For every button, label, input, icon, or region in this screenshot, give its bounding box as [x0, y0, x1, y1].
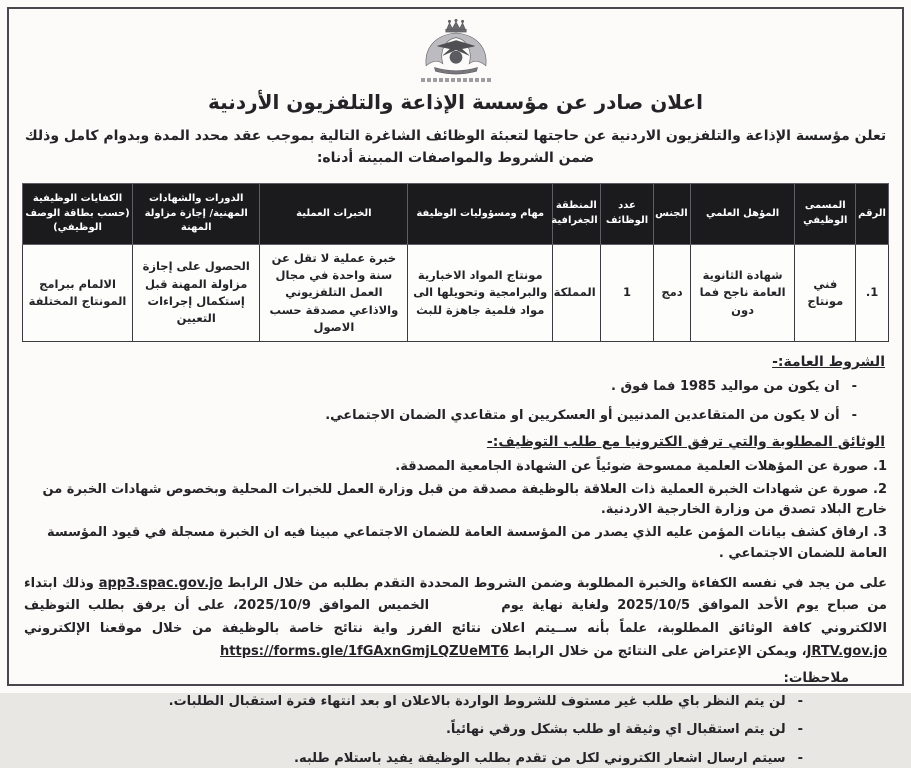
application-text: وذلك ابتداء من صباح يوم الأحد الموافق: [24, 575, 887, 614]
col-header-competencies: الكفايات الوظيفية (حسب بطاقة الوصف الوظيفي): [23, 183, 133, 244]
dash-bullet: -: [797, 693, 803, 709]
apply-portal-link[interactable]: app3.spac.gov.jo: [98, 575, 223, 591]
logo-caption-microtext: [421, 78, 491, 82]
dash-bullet: -: [851, 379, 857, 395]
condition-item: [22, 377, 857, 397]
general-conditions-heading: الشروط العامة:-: [772, 354, 885, 371]
objection-form-link[interactable]: https://forms.gle/1fGAxnGmjLQZUeMT6: [220, 643, 509, 659]
table-row: [23, 244, 889, 341]
cell-region: المملكة: [553, 244, 601, 341]
cell-qualification: شهادة الثانوية العامة ناجح فما دون: [690, 244, 795, 341]
announcement-title: اعلان صادر عن مؤسسة الإذاعة والتلفزيون الأردنية: [208, 90, 703, 114]
logo-block: [22, 19, 889, 82]
col-header-gender: الجنس: [654, 183, 690, 244]
col-header-number: الرقم: [856, 183, 889, 244]
dash-bullet: -: [797, 722, 803, 738]
section-notes: [22, 670, 889, 768]
col-header-duties: مهام ومسؤوليات الوظيفة: [408, 183, 553, 244]
note-item: [22, 692, 803, 712]
note-item-text: سيتم ارسال اشعار الكتروني لكل من تقدم بطلب الوظيفة يفيد باستلام طلبه.: [294, 750, 786, 766]
section-general-conditions: [22, 354, 889, 425]
cell-courses: الحصول على إجازة مزاولة المهنة قبل إستكمال إجراءات التعيين: [133, 244, 260, 341]
application-text: ولغاية نهاية يوم: [493, 598, 618, 614]
table-header-row: [23, 183, 889, 244]
cell-gender: دمج: [654, 244, 690, 341]
cell-vacancies: 1: [600, 244, 654, 341]
section-documents: [22, 434, 889, 564]
col-header-experience: الخبرات العملية: [260, 183, 408, 244]
notes-heading: ملاحظات:: [783, 669, 849, 686]
condition-item-text: ان يكون من مواليد 1985 فما فوق .: [611, 379, 840, 395]
application-text: على من يجد في نفسه الكفاءة والخبرة المطلوبة وضمن الشروط المحددة التقدم بطلبه من خلال الرابط: [222, 575, 887, 591]
document-item: 3. ارفاق كشف بيانات المؤمن عليه الذي يصدر من المؤسسة العامة للضمان الاجتماعي مبينا فيه ان الخبرة مسجلة في قيود المؤسسة العامة للضمان الاجتماعي .: [47, 525, 887, 561]
document-item: 2. صورة عن شهادات الخبرة العملية ذات العلاقة بالوظيفة مصدقة من قبل وزارة العمل للخبرات المحلية وبخصوص شهادات الخبرة من خارج البلاد تصدق من وزارة الخارجية الاردنية.: [42, 482, 887, 518]
application-paragraph: [24, 573, 887, 664]
start-date: 2025/10/5: [617, 598, 691, 614]
col-header-job-title: المسمى الوظيفي: [795, 183, 856, 244]
documents-heading: الوثائق المطلوبة والتي ترفق الكترونيا مع طلب التوظيف:-: [486, 434, 885, 451]
cell-experience: خبرة عملية لا تقل عن سنة واحدة في مجال العمل التلفزيوني والاذاعي مصدقة حسب الاصول: [260, 244, 408, 341]
note-item-text: لن يتم استقبال اي وثيقة او طلب بشكل ورقي نهائياً.: [445, 722, 786, 738]
col-header-courses: الدورات والشهادات المهنية/ إجازة مزاولة المهنة: [133, 183, 260, 244]
cell-number: 1.: [856, 244, 889, 341]
note-item-text: لن يتم النظر باي طلب غير مستوف للشروط الواردة بالاعلان او بعد انتهاء فترة استقبال الطلبات.: [168, 693, 786, 709]
dash-bullet: -: [797, 750, 803, 766]
page-content: [14, 9, 897, 766]
application-text: ، على أن يرفق بطلب التوظيف الالكتروني كافة الوثائق المطلوبة، علماً بأنه ســيتم اعلان نتائج الفرز واية نتائج خاصة بالوظيفة من خلال موقعنا الإلكتروني: [24, 598, 887, 637]
cell-duties: مونتاج المواد الاخبارية والبرامجية وتحويلها الى مواد فلمية جاهزة للبث: [408, 244, 553, 341]
jrtv-site-link[interactable]: JRTV.gov.jo: [806, 643, 887, 659]
condition-item: [22, 406, 857, 426]
end-date: 2025/10/9: [238, 598, 311, 614]
jordan-coat-of-arms-icon: [413, 19, 499, 75]
cell-competencies: الالمام ببرامج المونتاج المختلفة: [23, 244, 133, 341]
application-text: ، ويمكن الإعتراض على النتائج من خلال الرابط: [508, 643, 807, 659]
note-item: [22, 749, 803, 768]
note-item: [22, 720, 803, 740]
vacancy-table: [22, 183, 889, 342]
application-text: الخميس الموافق: [310, 598, 430, 614]
cell-job-title: فني مونتاج: [795, 244, 856, 341]
document-item: 1. صورة عن المؤهلات العلمية ممسوحة ضوئياً عن الشهادة الجامعية المصدقة.: [395, 459, 887, 475]
col-header-region: المنطقة الجغرافية: [553, 183, 601, 244]
dash-bullet: -: [851, 407, 857, 423]
condition-item-text: أن لا يكون من المتقاعدين المدنيين أو العسكريين او متقاعدي الضمان الاجتماعي.: [325, 407, 840, 423]
col-header-qualification: المؤهل العلمي: [690, 183, 795, 244]
col-header-vacancies: عدد الوظائف: [600, 183, 654, 244]
announcement-subtitle: تعلن مؤسسة الإذاعة والتلفزيون الاردنية عن حاجتها لتعبئة الوظائف الشاغرة التالية بموجب عقد محدد المدة وبدوام كامل وذلك ضمن الشروط والمواصفات المبينة أدناه:: [24, 128, 887, 167]
